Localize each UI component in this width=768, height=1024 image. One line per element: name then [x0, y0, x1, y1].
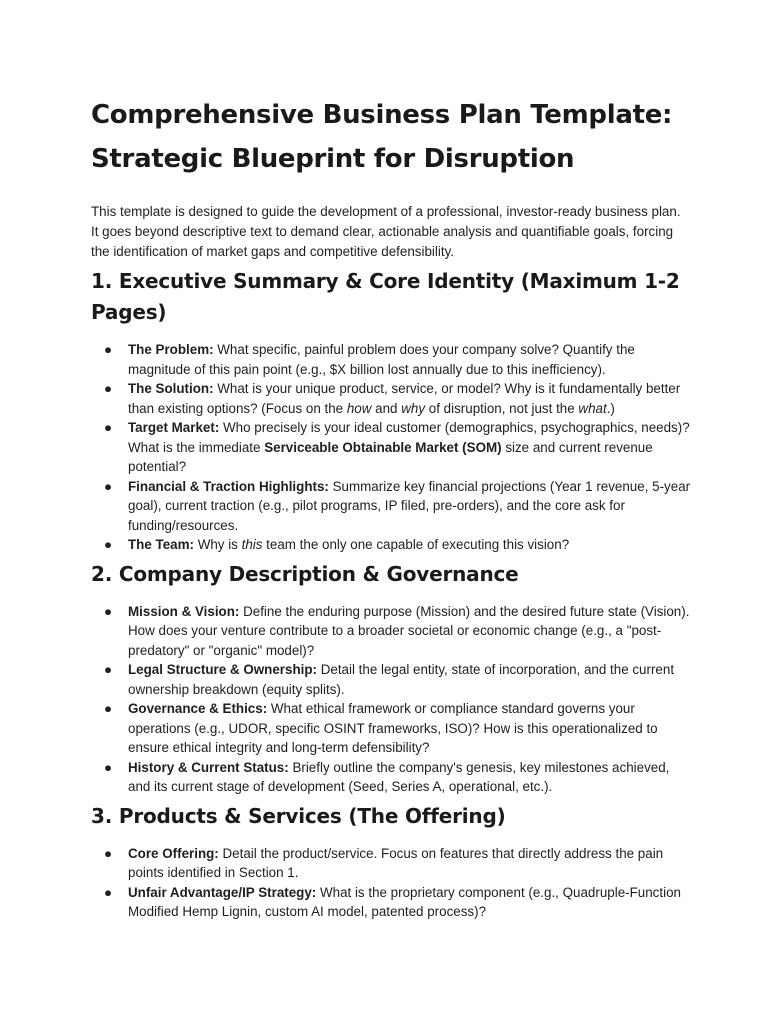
list-item [91, 660, 691, 699]
document-page [91, 93, 691, 922]
bullet-icon: ● [104, 845, 113, 861]
bullet-icon: ● [104, 537, 113, 552]
list-item [91, 602, 691, 661]
section-2-list [91, 602, 691, 797]
item-text: size and current revenue potential? [128, 439, 653, 474]
section-3-list [91, 844, 691, 922]
bullet-icon: ● [104, 884, 113, 900]
item-emphasis: how [346, 400, 372, 416]
item-text: What ethical framework or compliance standard governs your operations (e.g., UDOR, specific OSINT frameworks, ISO)? How is this operationalized to ensure ethical integrity and long-term defensibility? [128, 701, 658, 755]
section-1-list [91, 340, 691, 555]
item-label: History & Current Status: [128, 759, 289, 775]
list-item [91, 477, 691, 536]
list-item [91, 758, 691, 797]
list-item [91, 379, 691, 418]
item-text: Detail the product/service. Focus on features that directly address the pain points identified in Section 1. [128, 845, 664, 880]
item-text: .) [606, 400, 615, 416]
bullet-icon: ● [104, 381, 113, 396]
item-text: of disruption, not just the [425, 400, 579, 416]
section-heading-company-description: 2. Company Description & Governance [91, 561, 519, 586]
intro-paragraph: This template is designed to guide the development of a professional, investor-ready business plan. It goes beyond descriptive text to demand clear, actionable analysis and quantifiable goals, forcing the identification of market gaps and competitive defensibility. [91, 204, 681, 259]
list-item [91, 699, 691, 758]
item-text: What is the proprietary component (e.g., Quadruple-Function Modified Hemp Lignin, custom AI model, patented process)? [128, 884, 681, 919]
title-line-2: Strategic Blueprint for Disruption [91, 144, 575, 174]
list-item [91, 535, 691, 555]
item-label: The Solution: [128, 381, 214, 396]
section-heading-executive-summary: 1. Executive Summary & Core Identity (Maximum 1-2 Pages) [91, 269, 680, 324]
item-text: Summarize key financial projections (Year 1 revenue, 5-year goal), current traction (e.g., pilot programs, IP filed, pre-orders), and the core ask for funding/resources. [128, 478, 691, 533]
item-label: The Team: [128, 537, 194, 552]
bullet-icon: ● [104, 759, 113, 775]
bullet-icon: ● [104, 603, 113, 619]
item-text: Detail the legal entity, state of incorporation, and the current ownership breakdown (equity splits). [128, 662, 675, 697]
item-emphasis: why [401, 400, 426, 416]
item-text: team the only one capable of executing this vision? [262, 537, 570, 552]
item-text: Who precisely is your ideal customer (demographics, psychographics, needs)? What is the immediate [128, 420, 690, 455]
item-strong: Serviceable Obtainable Market (SOM) [264, 439, 502, 455]
list-item [91, 883, 691, 922]
item-label: Unfair Advantage/IP Strategy: [128, 884, 317, 900]
item-label: Core Offering: [128, 845, 219, 861]
item-text: What is your unique product, service, or model? Why is it fundamentally better than existing options? (Focus on the [128, 381, 681, 416]
bullet-icon: ● [104, 478, 113, 494]
item-text: and [371, 400, 402, 416]
bullet-icon: ● [104, 701, 113, 716]
list-item [91, 418, 691, 477]
item-text: Briefly outline the company's genesis, key milestones achieved, and its current stage of development (Seed, Series A, operational, etc.). [128, 759, 670, 794]
section-heading-products-services: 3. Products & Services (The Offering) [91, 803, 506, 828]
item-emphasis: this [241, 537, 263, 552]
item-label: Target Market: [128, 420, 220, 435]
item-text: Define the enduring purpose (Mission) and the desired future state (Vision). How does your venture contribute to a broader societal or economic change (e.g., a "post-predatory" or "organic" model)? [128, 603, 690, 658]
item-emphasis: what [578, 400, 607, 416]
title-line-1: Comprehensive Business Plan Template: [91, 100, 673, 130]
item-label: The Problem: [128, 342, 214, 357]
list-item [91, 340, 691, 379]
item-text: What specific, painful problem does your company solve? Quantify the magnitude of this pain point (e.g., $X billion lost annually due to this inefficiency). [128, 342, 635, 377]
bullet-icon: ● [104, 662, 113, 677]
item-label: Mission & Vision: [128, 603, 240, 619]
bullet-icon: ● [104, 342, 113, 357]
bullet-icon: ● [104, 420, 113, 435]
item-label: Financial & Traction Highlights: [128, 478, 329, 494]
document-title [91, 93, 691, 181]
item-text: Why is [193, 537, 242, 552]
list-item [91, 844, 691, 883]
item-label: Legal Structure & Ownership: [128, 662, 317, 677]
item-label: Governance & Ethics: [128, 701, 268, 716]
